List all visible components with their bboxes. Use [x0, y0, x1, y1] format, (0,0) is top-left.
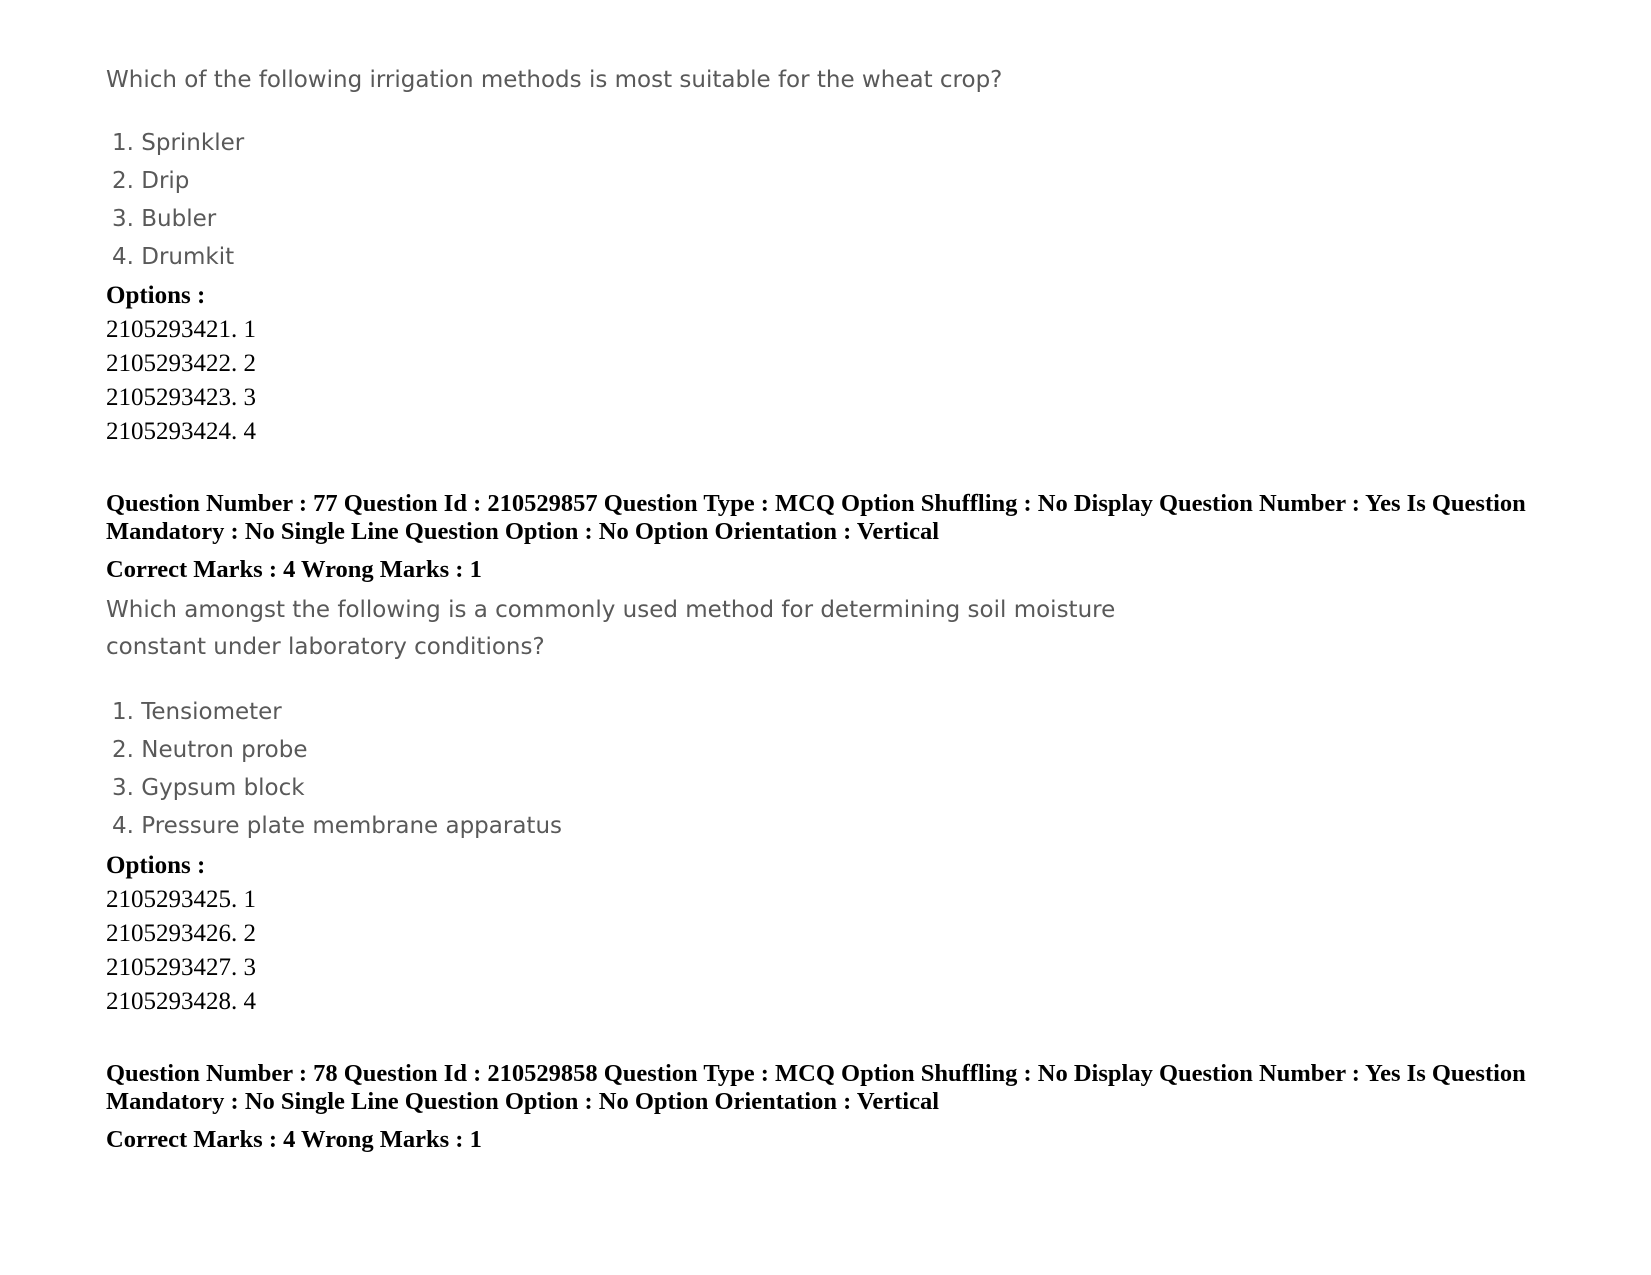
- question-text: Which of the following irrigation methods is most suitable for the wheat crop?: [106, 67, 1003, 93]
- option-id: 2105293422. 2: [106, 350, 256, 377]
- question-text-line-1: Which amongst the following is a commonly used method for determining soil moisture: [106, 597, 1116, 623]
- option-id: 2105293425. 1: [106, 886, 256, 913]
- question-marks: Correct Marks : 4 Wrong Marks : 1: [106, 556, 482, 583]
- options-heading: Options :: [106, 852, 206, 879]
- question-choice: 2. Drip: [112, 168, 190, 194]
- question-choice: 2. Neutron probe: [112, 737, 308, 763]
- question-choice: 4. Drumkit: [112, 244, 235, 270]
- option-id-list: [106, 313, 256, 449]
- options-heading: Options :: [106, 282, 206, 309]
- question-text-line-2: constant under laboratory conditions?: [106, 634, 545, 660]
- option-id: 2105293428. 4: [106, 988, 256, 1015]
- question-choice: 1. Tensiometer: [112, 699, 282, 725]
- question-choice: 3. Gypsum block: [112, 775, 305, 801]
- question-choice-list: [112, 124, 244, 276]
- option-id: 2105293424. 4: [106, 418, 256, 445]
- question-choice: 3. Bubler: [112, 206, 217, 232]
- option-id: 2105293426. 2: [106, 920, 256, 947]
- question-choice: 4. Pressure plate membrane apparatus: [112, 813, 563, 839]
- option-id-list: [106, 883, 256, 1019]
- question-meta: Question Number : 77 Question Id : 210529857 Question Type : MCQ Option Shuffling : No Display Question Number : Yes Is Question Mandatory : No Single Line Question Option : No Option Orientation : Vertical: [106, 490, 1526, 545]
- option-id: 2105293421. 1: [106, 316, 256, 343]
- option-id: 2105293427. 3: [106, 954, 256, 981]
- option-id: 2105293423. 3: [106, 384, 256, 411]
- question-choice: 1. Sprinkler: [112, 130, 245, 156]
- question-choice-list: [112, 693, 562, 845]
- question-meta: Question Number : 78 Question Id : 210529858 Question Type : MCQ Option Shuffling : No Display Question Number : Yes Is Question Mandatory : No Single Line Question Option : No Option Orientation : Vertical: [106, 1060, 1526, 1115]
- question-marks: Correct Marks : 4 Wrong Marks : 1: [106, 1126, 482, 1153]
